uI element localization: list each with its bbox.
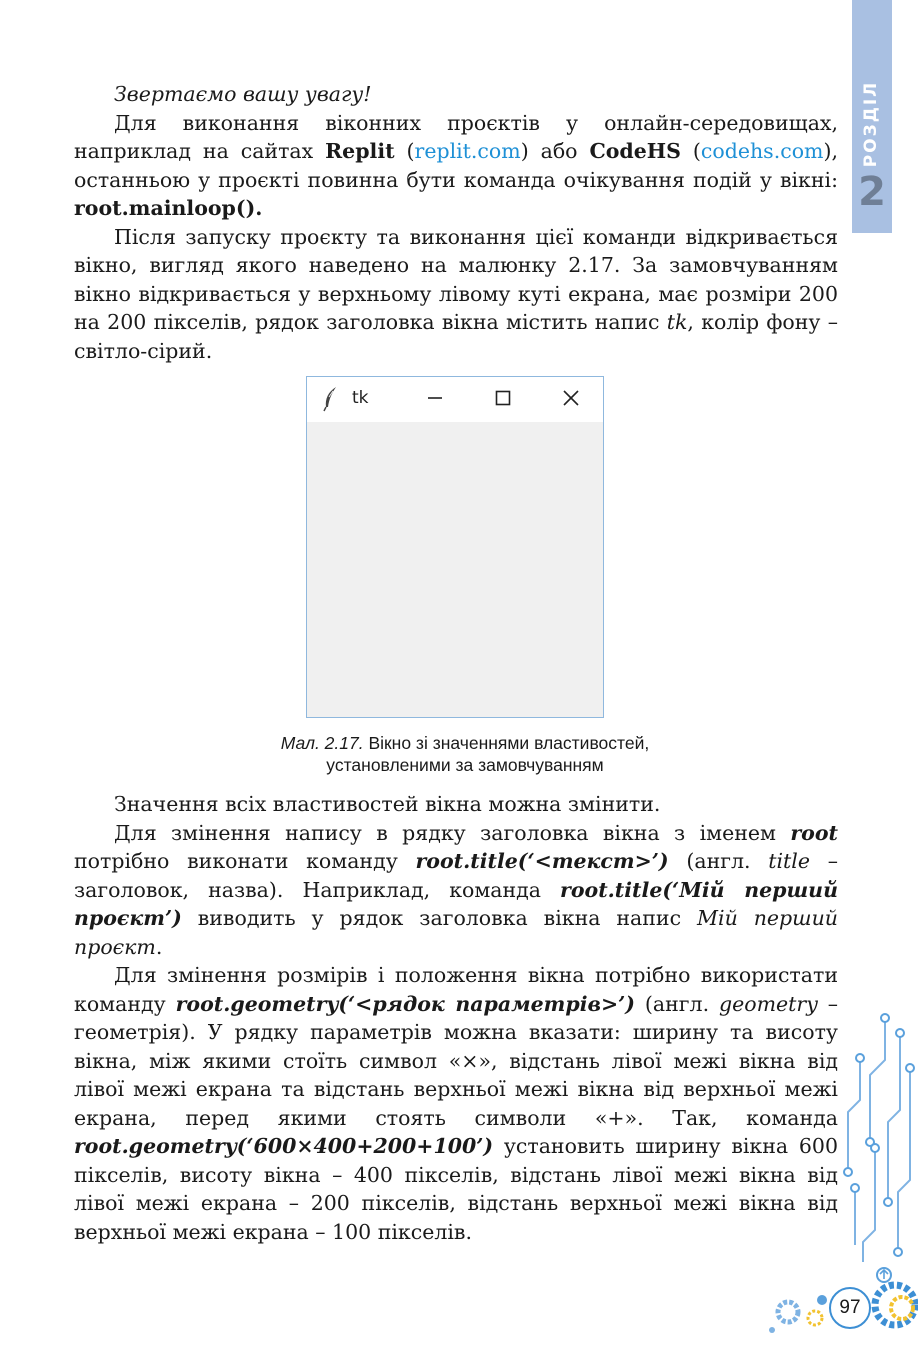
codehs-name: CodeHS	[589, 139, 681, 163]
close-icon	[561, 388, 581, 408]
title-example-text: Мій перший проєкт	[74, 906, 838, 959]
tk-window-figure	[306, 376, 604, 718]
title-command-example: root.title(‘Мій перший проєкт’)	[74, 877, 838, 930]
lower-text-block	[74, 790, 838, 1246]
window-title: tk	[352, 388, 369, 408]
title-word: title	[768, 849, 810, 873]
window-title-bar	[307, 377, 603, 422]
section-tab-number: 2	[858, 169, 886, 215]
geometry-command-example: root.geometry(‘600×400+200+100’)	[74, 1134, 494, 1158]
figure-caption	[200, 732, 730, 776]
tk-word: tk	[666, 310, 688, 334]
caption-label: Мал. 2.17.	[280, 733, 364, 753]
replit-link[interactable]: replit.com	[414, 139, 521, 163]
title-command-template: root.title(‘<текст>’)	[415, 849, 669, 873]
paragraph-online-env: Для виконання віконних проєктів у онлайн-середовищах, наприклад на сайтах Replit (replit.com) або CodeHS (codehs.com), останньою у проєкті повинна бути команда очікування подій у вікні: root.mainloop().	[74, 110, 839, 220]
section-tab-word: РОЗДІЛ	[861, 80, 881, 168]
paragraph-title: Для змінення напису в рядку заголовка вікна з іменем root потрібно виконати команду root.title(‘<текст>’) (англ. title – заголовок, назва). Наприклад, команда root.title(‘Мій перший проєкт’) виводить у рядок заголовка вікна напис Мій перший проєкт.	[74, 820, 838, 959]
maximize-icon	[493, 388, 513, 408]
replit-name: Replit	[325, 139, 395, 163]
attention-note: Звертаємо вашу увагу!	[114, 82, 372, 106]
paragraph-properties: Значення всіх властивостей вікна можна змінити.	[114, 792, 661, 816]
caption-line1: Вікно зі значеннями властивостей,	[363, 733, 650, 753]
caption-line2: установленими за замовчуванням	[326, 755, 604, 775]
page-number: 97	[829, 1287, 871, 1329]
root-word: root	[790, 820, 838, 845]
upper-text-block	[74, 80, 838, 365]
mainloop-command: root.mainloop().	[74, 196, 263, 220]
paragraph-default-window: Після запуску проєкту та виконання цієї команди відкривається вікно, вигляд якого наведено на малюнку 2.17. За замовчуванням вікно відкривається у верхньому лівому куті екрана, має розміри 200 на 200 пікселів, рядок заголовка вікна містить напис tk, колір фону – світло-сірий.	[74, 224, 838, 363]
feather-icon	[322, 386, 340, 412]
geometry-command-template: root.geometry(‘<рядок параметрів>’)	[175, 991, 635, 1016]
codehs-link[interactable]: codehs.com	[700, 139, 824, 163]
geometry-word: geometry	[719, 991, 818, 1016]
minimize-icon	[425, 388, 445, 408]
paragraph-geometry: Для змінення розмірів і положення вікна потрібно використати команду root.geometry(‘<рядок параметрів>’) (англ. geometry – геометрія). У рядку параметрів можна вказати: ширину та висоту вікна, між якими стоїть символ «×», відстань лівої межі вікна від лівої межі екрана та відстань верхньої межі вікна від верхньої межі екрана, перед якими стоять символи «+». Так, команда root.geometry(‘600×400+200+100’) установить ширину вікна 600 пікселів, висоту вікна – 400 пікселів, відстань лівої межі вікна від лівої межі екрана – 200 пікселів, відстань верхньої межі вікна від верхньої межі екрана – 100 пікселів.	[74, 963, 838, 1244]
